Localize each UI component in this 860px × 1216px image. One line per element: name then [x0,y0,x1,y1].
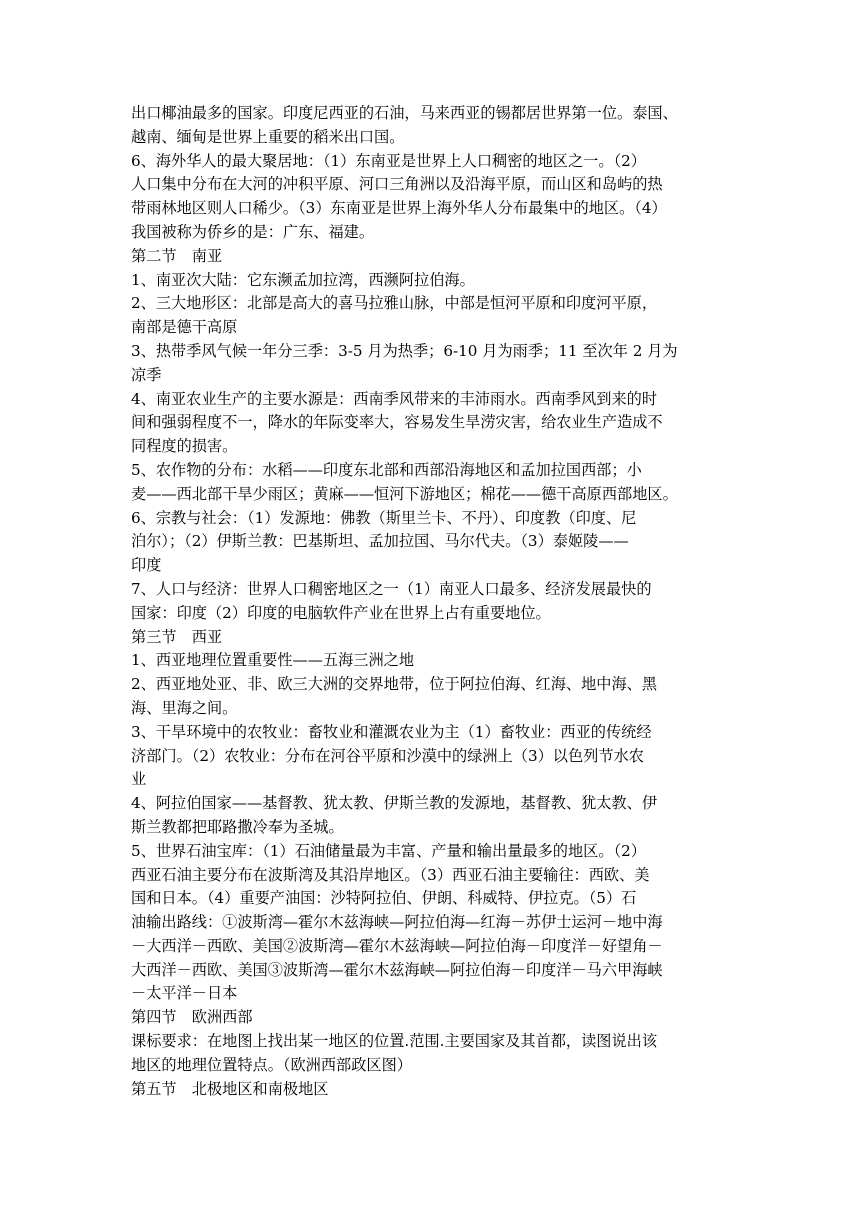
text-line: 6、海外华人的最大聚居地：（1）东南亚是世界上人口稠密的地区之一。（2） [131,151,646,170]
section-heading: 第四节 欧洲西部 [131,1008,253,1027]
text-line: 1、南亚次大陆：它东濒孟加拉湾，西濒阿拉伯海。 [131,270,475,289]
text-line: 国家：印度（2）印度的电脑软件产业在世界上占有重要地位。 [131,603,551,622]
text-line: 泊尔）；（2）伊斯兰教：巴基斯坦、孟加拉国、马尔代夫。（3）泰姬陵—— [131,532,629,551]
section-heading: 第二节 南亚 [131,246,223,265]
text-line: 3、干旱环境中的农牧业：畜牧业和灌溉农业为主（1）畜牧业：西亚的传统经 [131,722,652,741]
text-line: 印度 [131,556,162,575]
document-body [131,102,731,1101]
text-line: 5、世界石油宝库：（1）石油储量最为丰富、产量和输出量最多的地区。（2） [131,841,646,860]
text-line: 人口集中分布在大河的冲积平原、河口三角洲以及沿海平原，而山区和岛屿的热 [131,175,663,194]
text-line: 凉季 [131,365,162,384]
text-line: 4、南亚农业生产的主要水源是：西南季风带来的丰沛雨水。西南季风到来的时 [131,389,658,408]
text-line: 大西洋－西欧、美国③波斯湾—霍尔木兹海峡—阿拉伯海－印度洋－马六甲海峡 [131,960,663,979]
text-line: 越南、缅甸是世界上重要的稻米出口国。 [131,127,405,146]
text-line: 4、阿拉伯国家——基督教、犹太教、伊斯兰教的发源地，基督教、犹太教、伊 [131,794,658,813]
text-line: 2、西亚地处亚、非、欧三大洲的交界地带，位于阿拉伯海、红海、地中海、黑 [131,675,658,694]
text-line: 6、宗教与社会：（1）发源地：佛教（斯里兰卡、不丹）、印度教（印度、尼 [131,508,637,527]
text-line: 国和日本。（4）重要产油国：沙特阿拉伯、伊朗、科威特、伊拉克。（5）石 [131,889,637,908]
text-line: 南部是德干高原 [131,318,238,337]
text-line: －大西洋－西欧、美国②波斯湾—霍尔木兹海峡—阿拉伯海－印度洋－好望角－ [131,936,663,955]
text-line: 我国被称为侨乡的是：广东、福建。 [131,222,374,241]
section-heading: 第三节 西亚 [131,627,223,646]
text-line: 油输出路线：①波斯湾—霍尔木兹海峡—阿拉伯海—红海－苏伊士运河－地中海 [131,913,663,932]
text-line: 同程度的损害。 [131,437,238,456]
text-line: －太平洋－日本 [131,984,238,1003]
text-line: 1、西亚地理位置重要性——五海三洲之地 [131,651,415,670]
text-line: 带雨林地区则人口稀少。（3）东南亚是世界上海外华人分布最集中的地区。（4） [131,199,667,218]
section-heading: 第五节 北极地区和南极地区 [131,1079,329,1098]
text-line: 海、里海之间。 [131,698,238,717]
text-line: 3、热带季风气候一年分三季：3-5 月为热季；6-10 月为雨季；11 至次年 2 月为 [131,341,678,360]
text-line: 业 [131,770,147,789]
text-line: 5、农作物的分布：水稻——印度东北部和西部沿海地区和孟加拉国西部；小 [131,460,642,479]
text-line: 西亚石油主要分布在波斯湾及其沿岸地区。（3）西亚石油主要输往：西欧、美 [131,865,650,884]
text-line: 间和强弱程度不一，降水的年际变率大，容易发生旱涝灾害，给农业生产造成不 [131,413,663,432]
text-line: 麦——西北部干旱少雨区；黄麻——恒河下游地区；棉花——德干高原西部地区。 [131,484,678,503]
text-line: 7、人口与经济：世界人口稠密地区之一（1）南亚人口最多、经济发展最快的 [131,579,652,598]
text-line: 地区的地理位置特点。（欧洲西部政区图） [131,1055,412,1074]
text-line: 2、三大地形区：北部是高大的喜马拉雅山脉，中部是恒河平原和印度河平原， [131,294,658,313]
text-line: 斯兰教都把耶路撒冷奉为圣城。 [131,817,344,836]
text-line: 课标要求：在地图上找出某一地区的位置.范围.主要国家及其首都，读图说出该 [131,1032,658,1051]
text-line: 出口椰油最多的国家。印度尼西亚的石油，马来西亚的锡都居世界第一位。泰国、 [131,104,678,122]
text-line: 济部门。（2）农牧业：分布在河谷平原和沙漠中的绿洲上（3）以色列节水农 [131,746,644,765]
